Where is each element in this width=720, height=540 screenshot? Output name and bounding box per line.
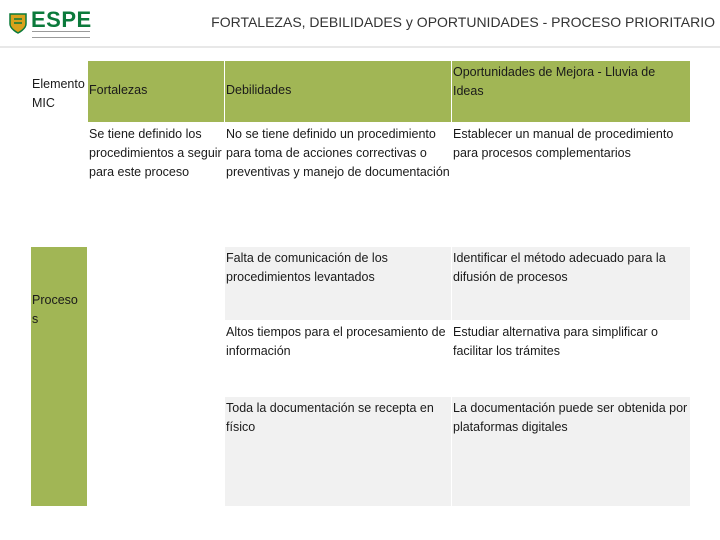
oportunidad-cell: Identificar el método adecuado para la difusión de procesos bbox=[452, 247, 691, 321]
debilidad-cell: Altos tiempos para el procesamiento de información bbox=[225, 321, 452, 397]
element-cell: Procesos bbox=[31, 247, 88, 507]
fortaleza-cell: Se tiene definido los procedimientos a seguir para este proceso bbox=[88, 123, 225, 507]
slide-header bbox=[0, 0, 720, 48]
header-divider bbox=[0, 46, 720, 48]
debilidad-cell: Falta de comunicación de los procedimientos levantados bbox=[225, 247, 452, 321]
table-row bbox=[31, 123, 691, 247]
logo-subtitle-lines bbox=[32, 31, 90, 38]
header-elemento: Elemento MIC bbox=[31, 61, 88, 123]
oportunidad-cell: Estudiar alternativa para simplificar o facilitar los trámites bbox=[452, 321, 691, 397]
crest-icon bbox=[8, 12, 28, 34]
oportunidad-cell: La documentación puede ser obtenida por plataformas digitales bbox=[452, 397, 691, 507]
fodo-matrix bbox=[30, 60, 691, 507]
page-title: FORTALEZAS, DEBILIDADES y OPORTUNIDADES - PROCESO PRIORITARIO bbox=[211, 14, 715, 30]
element-cell-top bbox=[31, 123, 88, 247]
logo-wordmark: ESPE bbox=[31, 7, 92, 32]
header-oportunidades: Oportunidades de Mejora - Lluvia de Ideas bbox=[452, 61, 691, 123]
espe-logo bbox=[8, 9, 92, 39]
header-row bbox=[31, 61, 691, 123]
debilidad-cell: No se tiene definido un procedimiento para toma de acciones correctivas o preventivas y manejo de documentación bbox=[225, 123, 452, 247]
oportunidad-cell: Establecer un manual de procedimiento para procesos complementarios bbox=[452, 123, 691, 247]
header-debilidades: Debilidades bbox=[225, 61, 452, 123]
header-fortalezas: Fortalezas bbox=[88, 61, 225, 123]
debilidad-cell: Toda la documentación se recepta en físico bbox=[225, 397, 452, 507]
